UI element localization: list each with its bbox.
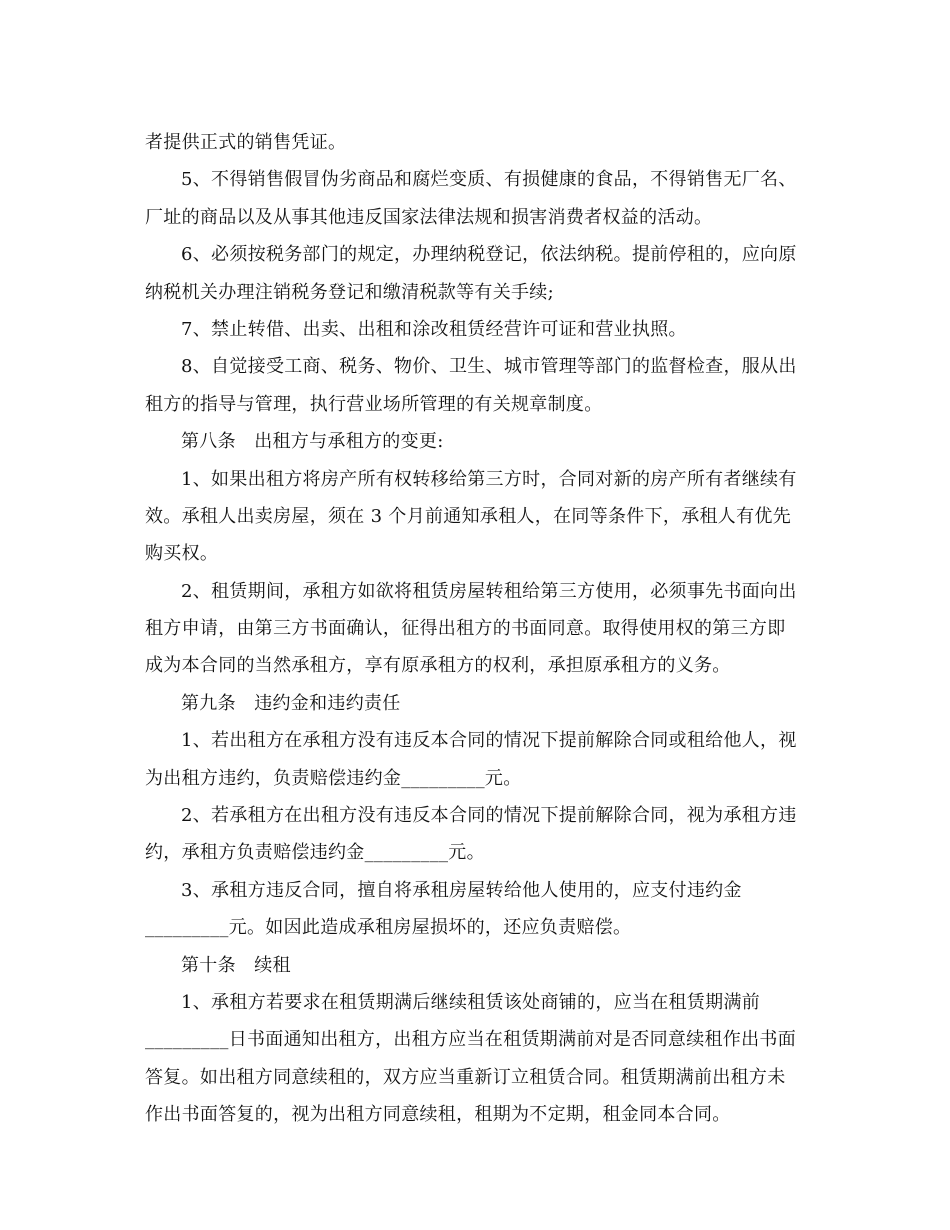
text-line: 1、承租方若要求在租赁期满后继续租赁该处商铺的，应当在租赁期满前: [181, 991, 761, 1013]
text-line: 7、禁止转借、出卖、出租和涂改租赁经营许可证和营业执照。: [181, 318, 687, 340]
text-line: 者提供正式的销售凭证。: [145, 132, 347, 153]
text-line: 第十条 续租: [181, 954, 291, 976]
text-line: 成为本合同的当然承租方，享有原承租方的权利，承担原承租方的义务。: [145, 655, 731, 677]
text-line: _________元。如因此造成承租房屋损坏的，还应负责赔偿。: [145, 917, 632, 939]
text-line: 纳税机关办理注销税务登记和缴清税款等有关手续;: [145, 281, 554, 303]
text-line: 1、如果出租方将房产所有权转移给第三方时，合同对新的房产所有者继续有: [181, 468, 797, 490]
text-line: 第九条 违约金和违约责任: [181, 692, 401, 714]
text-line: 第八条 出租方与承租方的变更:: [181, 431, 444, 453]
text-line: 作出书面答复的，视为出租方同意续租，租期为不定期，租金同本合同。: [145, 1104, 731, 1126]
text-line: 2、若承租方在出租方没有违反本合同的情况下提前解除合同，视为承租方违: [181, 805, 797, 827]
text-line: 厂址的商品以及从事其他违反国家法律法规和损害消费者权益的活动。: [145, 206, 713, 228]
text-line: 购买权。: [145, 543, 219, 565]
text-line: _________日书面通知出租方，出租方应当在租赁期满前对是否同意续租作出书面: [145, 1029, 796, 1051]
text-line: 租方的指导与管理，执行营业场所管理的有关规章制度。: [145, 393, 603, 415]
text-line: 3、承租方违反合同，擅自将承租房屋转给他人使用的，应支付违约金: [181, 879, 742, 901]
text-line: 租方申请，由第三方书面确认，征得出租方的书面同意。取得使用权的第三方即: [145, 618, 786, 640]
text-line: 为出租方违约，负责赔偿违约金_________元。: [145, 767, 522, 789]
text-line: 约，承租方负责赔偿违约金_________元。: [145, 842, 485, 864]
document-body: [145, 124, 815, 1134]
text-line: 6、必须按税务部门的规定，办理纳税登记，依法纳税。提前停租的，应向原: [181, 244, 797, 266]
text-line: 8、自觉接受工商、税务、物价、卫生、城市管理等部门的监督检查，服从出: [181, 356, 797, 378]
text-line: 效。承租人出卖房屋，须在 3 个月前通知承租人，在同等条件下，承租人有优先: [145, 505, 791, 527]
text-line: 1、若出租方在承租方没有违反本合同的情况下提前解除合同或租给他人，视: [181, 730, 797, 752]
text-line: 2、租赁期间，承租方如欲将租赁房屋转租给第三方使用，必须事先书面向出: [181, 580, 797, 602]
text-line: 答复。如出租方同意续租的，双方应当重新订立租赁合同。租赁期满前出租方未: [145, 1066, 786, 1088]
text-line: 5、不得销售假冒伪劣商品和腐烂变质、有损健康的食品，不得销售无厂名、: [181, 169, 797, 191]
